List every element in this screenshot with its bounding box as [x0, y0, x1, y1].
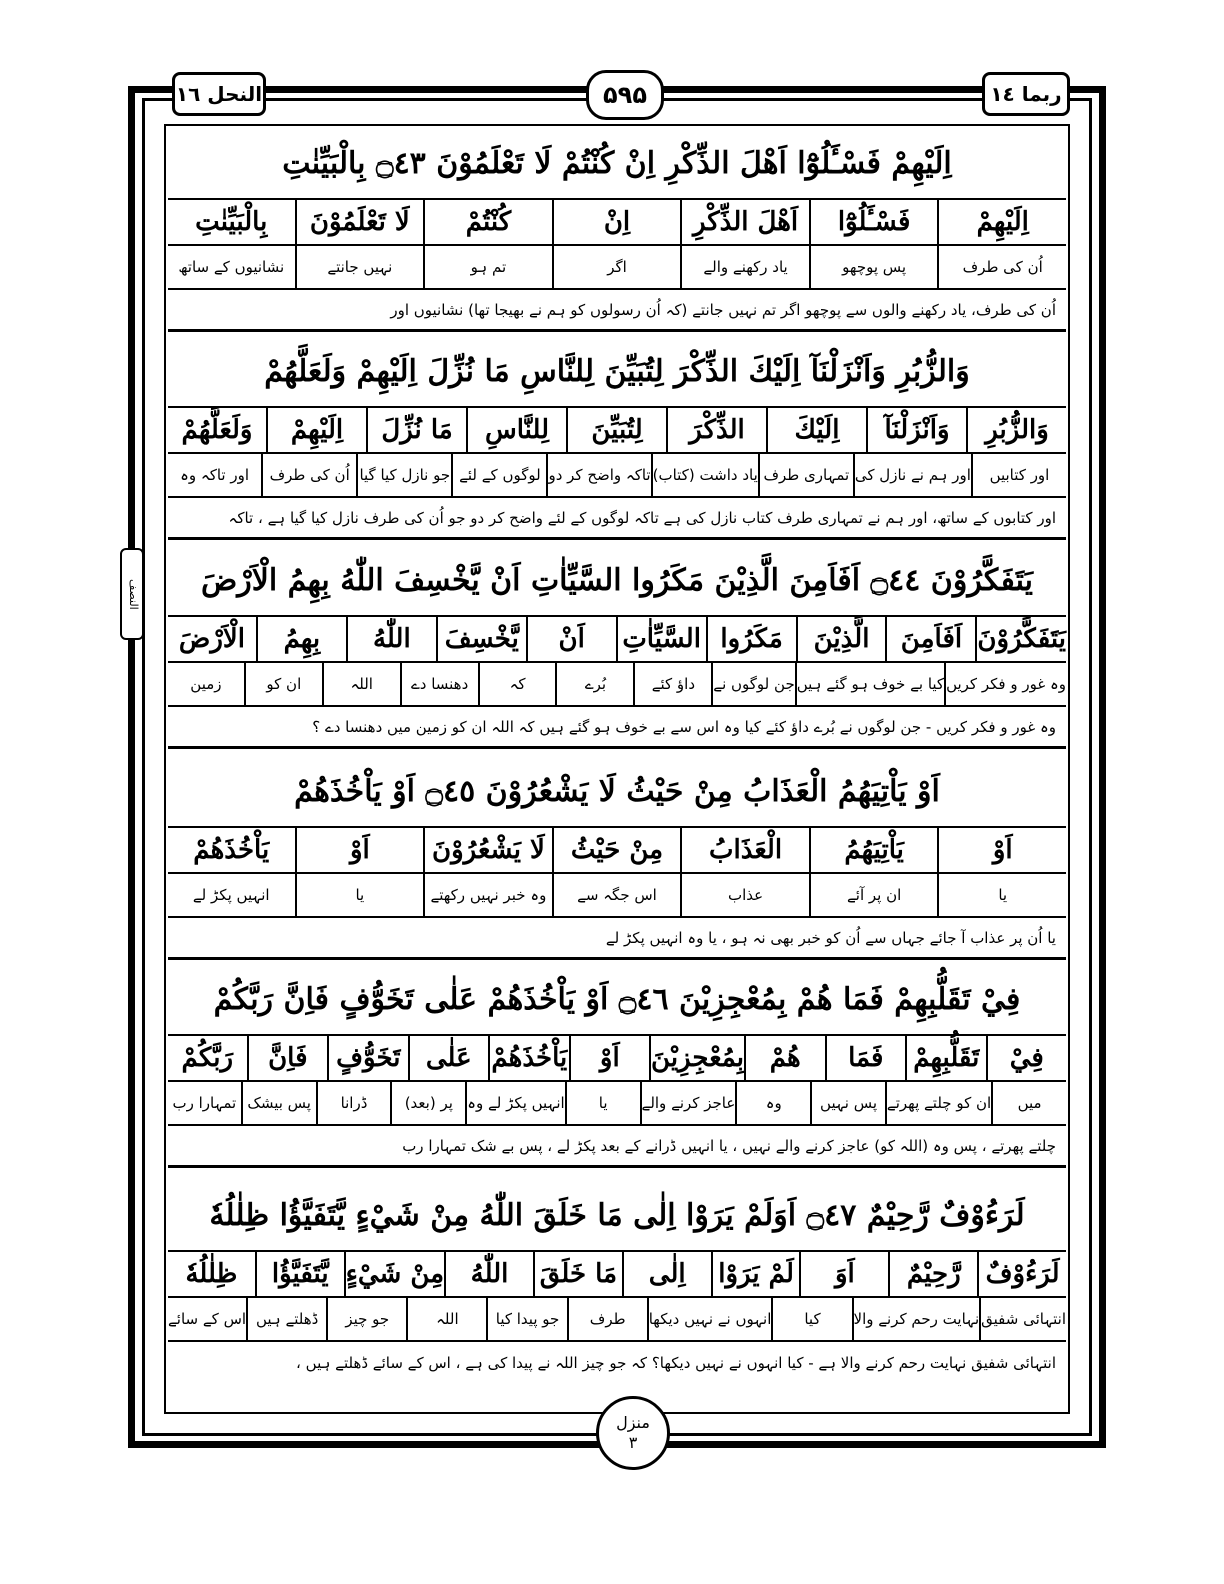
arabic-word-cell: اَفَاَمِنَ: [885, 617, 975, 661]
arabic-word-cell: يَتَفَكَّرُوْنَ: [975, 617, 1066, 661]
urdu-meaning-cell: اس کے سائے: [168, 1310, 247, 1328]
urdu-meaning-cell: کہ: [478, 663, 556, 705]
arabic-word-cell: لِلنَّاسِ: [466, 408, 566, 452]
word-row: [168, 1036, 1066, 1082]
arabic-word-cell: مَكَرُوا: [706, 617, 796, 661]
urdu-meaning-cell: یاد رکھنے والے: [680, 246, 809, 288]
urdu-meaning-cell: جو چیز: [326, 1298, 406, 1340]
urdu-meaning-cell: ان کو چلتے پھرتے: [885, 1082, 991, 1124]
arabic-word-cell: لَمْ يَرَوْا: [711, 1252, 800, 1296]
arabic-word-cell: يَاْخُذَهُمْ: [488, 1036, 569, 1080]
arabic-word-cell: بِمُعْجِزِيْنَ: [649, 1036, 744, 1080]
arabic-word-cell: مِنْ شَيْءٍ: [344, 1252, 444, 1296]
urdu-meaning-cell: انتہائی شفیق: [979, 1298, 1066, 1340]
urdu-meaning-cell: نشانیوں کے ساتھ: [178, 258, 285, 276]
urdu-meaning-cell: جو پیدا کیا: [486, 1298, 566, 1340]
arabic-word-cell: ظِلٰلُهٗ: [185, 1259, 238, 1289]
urdu-meaning-cell: اللہ: [406, 1298, 486, 1340]
urdu-meaning-cell: پس نہیں: [810, 1082, 885, 1124]
meaning-row: [168, 1082, 1066, 1126]
arabic-word-cell: اِلَيْهِمْ: [266, 408, 366, 452]
urdu-meaning-cell: کیا بے خوف ہو گئے ہیں: [795, 663, 944, 705]
arabic-word-cell: اِنْ: [552, 200, 681, 244]
arabic-word-cell: الَّذِيْنَ: [796, 617, 886, 661]
arabic-word-cell: مَا خَلَقَ: [533, 1252, 622, 1296]
arabic-word-cell: اِلٰى: [622, 1252, 711, 1296]
urdu-meaning-cell: جن لوگوں نے: [711, 663, 794, 705]
urdu-meaning-cell: یا: [295, 874, 424, 916]
verse-line: لَرَءُوْفٌ رَّحِيْمٌ ۝٤٧ اَوَلَمْ يَرَوْا اِلٰى مَا خَلَقَ اللّٰهُ مِنْ شَيْءٍ يَّتَفَيَّؤُا ظِلٰلُهٗ: [168, 1180, 1066, 1252]
arabic-word-cell: لِتُبَيِّنَ: [566, 408, 666, 452]
arabic-word-cell: لَرَءُوْفٌ: [977, 1252, 1066, 1296]
urdu-meaning-cell: عاجز کرنے والے: [640, 1082, 736, 1124]
page-number: ۵۹۵: [586, 70, 664, 120]
word-row: [168, 200, 1066, 246]
urdu-meaning-cell: انہوں نے نہیں دیکھا: [647, 1298, 772, 1340]
urdu-meaning-cell: پس بیشک: [241, 1082, 316, 1124]
verse-line: اِلَيْهِمْ فَسْـَٔلُوْٓا اَهْلَ الذِّكْرِ اِنْ كُنْتُمْ لَا تَعْلَمُوْنَ ۝٤٣ بِالْبَيِّنٰتِ: [168, 128, 1066, 200]
word-row: [168, 828, 1066, 874]
arabic-word-cell: اَوْ: [295, 828, 424, 872]
urdu-meaning-cell: عذاب: [680, 874, 809, 916]
arabic-word-cell: اللّٰهُ: [444, 1252, 533, 1296]
arabic-word-cell: لَا يَشْعُرُوْنَ: [423, 828, 552, 872]
arabic-word-cell: بِهِمُ: [256, 617, 346, 661]
urdu-meaning-cell: انہیں پکڑ لے وہ: [465, 1082, 565, 1124]
meaning-row: [168, 454, 1066, 498]
meaning-row: [168, 1298, 1066, 1342]
urdu-meaning-cell: زمین: [190, 675, 222, 693]
arabic-word-cell: يَّتَفَيَّؤُا: [255, 1252, 344, 1296]
urdu-meaning-cell: اُن کی طرف: [261, 454, 356, 496]
urdu-meaning-cell: ان پر آئے: [809, 874, 938, 916]
surah-name-label: النحل ١٦: [172, 72, 266, 116]
urdu-meaning-cell: پس پوچھو: [809, 246, 938, 288]
arabic-word-cell: اَوْ: [569, 1036, 650, 1080]
urdu-meaning-cell: اور تاکہ وہ: [180, 466, 250, 484]
manzil-medallion: [596, 1396, 670, 1470]
half-marker-tab: النصف: [120, 548, 144, 640]
arabic-word-cell: فَسْـَٔلُوْٓا: [809, 200, 938, 244]
para-name-label: ربما ١٤: [982, 72, 1070, 116]
arabic-word-cell: وَاَنْزَلْنَآ: [866, 408, 966, 452]
meaning-row: [168, 663, 1066, 707]
urdu-meaning-cell: نہیں جانتے: [295, 246, 424, 288]
arabic-word-cell: الذِّكْرَ: [666, 408, 766, 452]
verse-line: يَتَفَكَّرُوْنَ ۝٤٤ اَفَاَمِنَ الَّذِيْنَ مَكَرُوا السَّيِّاٰتِ اَنْ يَّخْسِفَ اللّٰهُ بِهِمُ الْاَرْضَ: [168, 545, 1066, 617]
urdu-meaning-cell: بُرے: [555, 663, 633, 705]
arabic-word-cell: رَبَّكُمْ: [181, 1043, 234, 1073]
urdu-meaning-cell: وہ غور و فکر کریں: [944, 663, 1066, 705]
urdu-meaning-cell: تمہاری طرف: [758, 454, 853, 496]
arabic-word-cell: اِلَيْهِمْ: [937, 200, 1066, 244]
arabic-word-cell: يَّخْسِفَ: [436, 617, 526, 661]
translation-line: چلتے پھرتے ، پس وہ (اللہ کو) عاجز کرنے والے نہیں ، یا انہیں ڈرانے کے بعد پکڑ لے ، پس بے شک تمہارا رب: [168, 1126, 1066, 1168]
urdu-meaning-cell: وہ خبر نہیں رکھتے: [423, 874, 552, 916]
urdu-meaning-cell: اگر: [552, 246, 681, 288]
arabic-word-cell: اللّٰهُ: [346, 617, 436, 661]
urdu-meaning-cell: پر (بعد): [390, 1082, 465, 1124]
urdu-meaning-cell: طرف: [567, 1298, 647, 1340]
arabic-word-cell: اَنْ: [526, 617, 616, 661]
urdu-meaning-cell: میں: [991, 1082, 1066, 1124]
meaning-row: [168, 246, 1066, 290]
urdu-meaning-cell: اللہ: [322, 663, 400, 705]
word-row: [168, 617, 1066, 663]
word-row: [168, 1252, 1066, 1298]
manzil-number: ٣: [628, 1433, 638, 1452]
urdu-meaning-cell: ڈھلتے ہیں: [246, 1298, 326, 1340]
arabic-word-cell: بِالْبَيِّنٰتِ: [195, 207, 268, 237]
arabic-word-cell: الْاَرْضَ: [178, 624, 245, 654]
arabic-word-cell: وَالزُّبُرِ: [966, 408, 1066, 452]
urdu-meaning-cell: یاد داشت (کتاب): [651, 454, 758, 496]
urdu-meaning-cell: لوگوں کے لئے: [451, 454, 546, 496]
urdu-meaning-cell: ڈرانا: [316, 1082, 391, 1124]
translation-line: یا اُن پر عذاب آ جائے جہاں سے اُن کو خبر بھی نہ ہو ، یا وہ انہیں پکڑ لے: [168, 918, 1066, 960]
verse-line: اَوْ يَاْتِيَهُمُ الْعَذَابُ مِنْ حَيْثُ لَا يَشْعُرُوْنَ ۝٤٥ اَوْ يَاْخُذَهُمْ: [168, 756, 1066, 828]
urdu-meaning-cell: جو نازل کیا گیا: [356, 454, 451, 496]
urdu-meaning-cell: اُن کی طرف: [937, 246, 1066, 288]
arabic-word-cell: يَاْخُذَهُمْ: [193, 835, 270, 865]
urdu-meaning-cell: یا: [565, 1082, 640, 1124]
urdu-meaning-cell: دھنسا دے: [400, 663, 478, 705]
urdu-meaning-cell: تاکہ واضح کر دو: [546, 454, 650, 496]
verse-line: فِيْ تَقَلُّبِهِمْ فَمَا هُمْ بِمُعْجِزِيْنَ ۝٤٦ اَوْ يَاْخُذَهُمْ عَلٰى تَخَوُّفٍ فَاِنَّ رَبَّكُمْ: [168, 964, 1066, 1036]
urdu-meaning-cell: کیا: [771, 1298, 851, 1340]
translation-line: اُن کی طرف، یاد رکھنے والوں سے پوچھو اگر تم نہیں جانتے (کہ اُن رسولوں کو ہم نے بھیجا تھا) نشانیوں اور: [168, 290, 1066, 332]
arabic-word-cell: السَّيِّاٰتِ: [616, 617, 706, 661]
arabic-word-cell: هُمْ: [744, 1036, 825, 1080]
translation-line: انتہائی شفیق نہایت رحم کرنے والا ہے - کیا انہوں نے نہیں دیکھا؟ کہ جو چیز اللہ نے پیدا کی ہے ، اس کے سائے ڈھلتے ہیں ،: [296, 1354, 1056, 1372]
urdu-meaning-cell: وہ: [735, 1082, 810, 1124]
urdu-meaning-cell: یا: [937, 874, 1066, 916]
arabic-word-cell: تَخَوُّفٍ: [327, 1036, 408, 1080]
arabic-word-cell: عَلٰى: [408, 1036, 489, 1080]
urdu-meaning-cell: اور کتابیں: [971, 454, 1066, 496]
manzil-label: منزل: [616, 1413, 650, 1432]
arabic-word-cell: اَهْلَ الذِّكْرِ: [680, 200, 809, 244]
translation-line: وہ غور و فکر کریں - جن لوگوں نے بُرے داؤ کئے کیا وہ اس سے بے خوف ہو گئے ہیں کہ اللہ ان کو زمین میں دھنسا دے ؟: [168, 707, 1066, 749]
arabic-word-cell: مِنْ حَيْثُ: [552, 828, 681, 872]
arabic-word-cell: مَا نُزِّلَ: [366, 408, 466, 452]
urdu-meaning-cell: تم ہو: [423, 246, 552, 288]
arabic-word-cell: فَمَا: [825, 1036, 906, 1080]
urdu-meaning-cell: انہیں پکڑ لے: [192, 886, 270, 904]
arabic-word-cell: فِيْ: [986, 1036, 1067, 1080]
word-row: [168, 408, 1066, 454]
arabic-word-cell: اِلَيْكَ: [766, 408, 866, 452]
urdu-meaning-cell: ان کو: [244, 663, 322, 705]
arabic-word-cell: فَاِنَّ: [247, 1036, 328, 1080]
urdu-meaning-cell: داؤ کئے: [633, 663, 711, 705]
arabic-word-cell: الْعَذَابُ: [680, 828, 809, 872]
arabic-word-cell: كُنْتُمْ: [423, 200, 552, 244]
arabic-word-cell: وَلَعَلَّهُمْ: [181, 415, 253, 445]
urdu-meaning-cell: اور ہم نے نازل کی: [853, 454, 971, 496]
verse-line: وَالزُّبُرِ وَاَنْزَلْنَآ اِلَيْكَ الذِّكْرَ لِتُبَيِّنَ لِلنَّاسِ مَا نُزِّلَ اِلَيْهِمْ وَلَعَلَّهُمْ: [168, 336, 1066, 408]
arabic-word-cell: رَّحِيْمٌ: [888, 1252, 977, 1296]
translation-line: اور کتابوں کے ساتھ، اور ہم نے تمہاری طرف کتاب نازل کی ہے تاکہ لوگوں کے لئے واضح کر دو جو اُن کی طرف نازل کیا گیا ہے ، تاکہ: [168, 498, 1066, 540]
arabic-word-cell: اَوْ: [937, 828, 1066, 872]
arabic-word-cell: يَاْتِيَهُمُ: [809, 828, 938, 872]
urdu-meaning-cell: اس جگہ سے: [552, 874, 681, 916]
arabic-word-cell: اَوَ: [799, 1252, 888, 1296]
urdu-meaning-cell: تمہارا رب: [172, 1094, 237, 1112]
urdu-meaning-cell: نہایت رحم کرنے والا: [852, 1298, 980, 1340]
meaning-row: [168, 874, 1066, 918]
arabic-word-cell: تَقَلُّبِهِمْ: [905, 1036, 986, 1080]
arabic-word-cell: لَا تَعْلَمُوْنَ: [295, 200, 424, 244]
